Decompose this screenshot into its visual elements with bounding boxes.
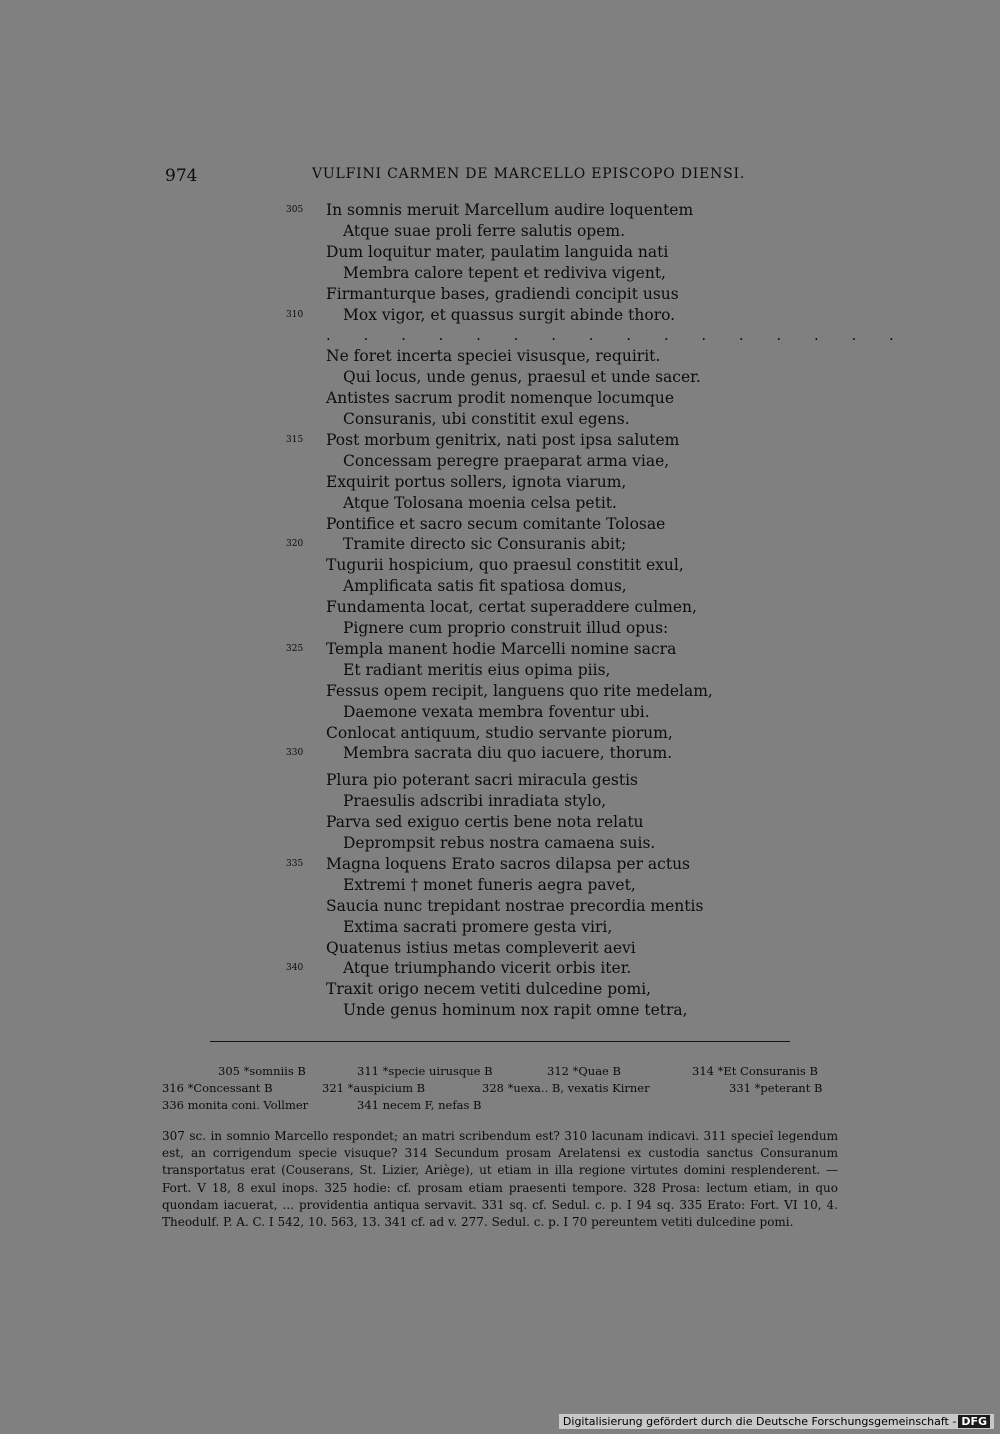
verse-text: Plura pio poterant sacri miracula gestis bbox=[326, 771, 638, 790]
verse-text: Post morbum genitrix, nati post ipsa salutem bbox=[326, 430, 680, 449]
commentary-notes bbox=[162, 1128, 838, 1231]
verse-text: Consuranis, ubi constitit exul egens. bbox=[343, 410, 630, 428]
verse-line bbox=[0, 958, 1000, 979]
apparatus-entry: 328 *uexa.. B, vexatis Kirner bbox=[482, 1081, 650, 1095]
verse-text: Membra sacrata diu quo iacuere, thorum. bbox=[343, 744, 673, 763]
footer-text: Digitalisierung gefördert durch die Deutsche Forschungsgemeinschaft - bbox=[562, 1415, 957, 1428]
verse-line bbox=[0, 472, 1000, 493]
verse-line bbox=[0, 791, 1000, 812]
apparatus-entry: 331 *peterant B bbox=[729, 1081, 823, 1095]
verse-text: Atque Tolosana moenia celsa petit. bbox=[343, 493, 617, 512]
verse-text: Membra calore tepent et rediviva vigent, bbox=[343, 263, 666, 282]
apparatus-entry: 336 monita coni. Vollmer bbox=[162, 1098, 309, 1112]
verse-line bbox=[0, 451, 1000, 472]
running-title: VULFINI CARMEN DE MARCELLO EPISCOPO DIENSI. bbox=[312, 166, 746, 182]
verse-line bbox=[0, 534, 1000, 555]
verse-line bbox=[0, 833, 1000, 854]
line-number: 340 bbox=[286, 963, 304, 974]
footer-credit bbox=[559, 1414, 994, 1429]
apparatus-entry: 311 *specie uirusque B bbox=[357, 1064, 493, 1078]
verse-text: Extremi † monet funeris aegra pavet, bbox=[343, 875, 636, 894]
verse-line bbox=[0, 681, 1000, 702]
verse-text: Dum loquitur mater, paulatim languida nati bbox=[326, 242, 669, 261]
lacuna-marker: . . . . . . . . . . . . . . . . bbox=[326, 326, 908, 344]
verse-text: Ne foret incerta speciei visusque, requirit. bbox=[326, 347, 661, 366]
verse-line bbox=[0, 875, 1000, 896]
verse-line bbox=[0, 284, 1000, 305]
verse-line bbox=[0, 723, 1000, 744]
verse-line bbox=[0, 305, 1000, 326]
verse-text: Unde genus hominum nox rapit omne tetra, bbox=[343, 1001, 688, 1020]
verse-text: Magna loquens Erato sacros dilapsa per actus bbox=[326, 854, 691, 873]
apparatus-entry: 312 *Quae B bbox=[547, 1064, 621, 1078]
verse-text: Tramite directo sic Consuranis abit; bbox=[343, 535, 627, 554]
verse-text: Pontifice et sacro secum comitante Tolosae bbox=[326, 514, 666, 533]
verse-text: Quatenus istius metas compleverit aevi bbox=[326, 938, 636, 957]
verse-line bbox=[0, 770, 1000, 791]
verse-line bbox=[0, 917, 1000, 938]
verse-text: Traxit origo necem vetiti dulcedine pomi, bbox=[326, 980, 652, 999]
verse-text: Amplificata satis fit spatiosa domus, bbox=[343, 577, 627, 596]
verse-text: Fessus opem recipit, languens quo rite medelam, bbox=[326, 681, 713, 700]
verse-line bbox=[0, 493, 1000, 514]
verse-text: Pignere cum proprio construit illud opus: bbox=[343, 619, 669, 637]
verse-line bbox=[0, 388, 1000, 409]
verse-line bbox=[0, 576, 1000, 597]
verse-text: Concessam peregre praeparat arma viae, bbox=[343, 451, 670, 470]
verse-line bbox=[0, 597, 1000, 618]
verse-line bbox=[0, 979, 1000, 1000]
verse-text: Antistes sacrum prodit nomenque locumque bbox=[326, 389, 675, 408]
verse-line bbox=[0, 854, 1000, 875]
verse-text: Tugurii hospicium, quo praesul constitit exul, bbox=[326, 556, 684, 575]
verse-line bbox=[0, 660, 1000, 681]
verse-text: Exquirit portus sollers, ignota viarum, bbox=[326, 472, 627, 491]
verse-text: Daemone vexata membra foventur ubi. bbox=[343, 702, 650, 721]
line-number: 315 bbox=[286, 434, 304, 445]
verse-text: Mox vigor, et quassus surgit abinde thoro. bbox=[343, 305, 676, 324]
verse-line bbox=[0, 430, 1000, 451]
verse-line bbox=[0, 263, 1000, 284]
verse-line bbox=[0, 346, 1000, 367]
verse-line bbox=[0, 1000, 1000, 1021]
verse-line bbox=[0, 367, 1000, 388]
verse-line bbox=[0, 812, 1000, 833]
verse-line bbox=[0, 938, 1000, 959]
verse-text: Templa manent hodie Marcelli nomine sacra bbox=[326, 639, 677, 658]
line-number: 320 bbox=[286, 539, 304, 550]
page-number: 974 bbox=[165, 166, 198, 186]
verse-text: Conlocat antiquum, studio servante piorum, bbox=[326, 723, 673, 742]
verse-line bbox=[0, 702, 1000, 723]
apparatus-entry: 316 *Concessant B bbox=[162, 1081, 273, 1095]
verse-line bbox=[0, 555, 1000, 576]
verse-line bbox=[0, 639, 1000, 660]
verse-line bbox=[0, 618, 1000, 639]
verse-text: Atque suae proli ferre salutis opem. bbox=[343, 221, 626, 240]
verse-line bbox=[0, 896, 1000, 917]
verse-text: Parva sed exiguo certis bene nota relatu bbox=[326, 813, 644, 832]
notes-text: 307 sc. in somnio Marcello respondet; an matri scribendum est? 310 lacunam indicavi. 311 specieî legendum est, an corrigendum specie visuque? 314 Secundum prosam Arelatensi ex custodia sanctus Consuranum transportatus erat (Couserans, St. Lizier, Ariège), ut etiam in illa regione virtutes domini resplenderent. — Fort. V 18, 8 exul inops. 325 hodie: cf. prosam etiam praesenti tempore. 328 Prosa: lectum etiam, in quo quondam iacuerat, ... providentia antiqua servavit. 331 sq. cf. Sedul. c. p. I 94 sq. 335 Erato: Fort. VI 10, 4. Theodulf. P. A. C. I 542, 10. 563, 13. 341 cf. ad v. 277. Sedul. c. p. I 70 pereuntem vetiti dulcedine pomi. bbox=[162, 1129, 838, 1230]
line-number: 325 bbox=[286, 643, 304, 654]
apparatus-entry: 321 *auspicium B bbox=[322, 1081, 426, 1095]
verse-line bbox=[0, 409, 1000, 430]
dfg-logo: DFG bbox=[958, 1415, 990, 1428]
verse-line bbox=[0, 200, 1000, 221]
verse-line bbox=[0, 514, 1000, 535]
verse-line bbox=[0, 743, 1000, 764]
verse-text: Fundamenta locat, certat superaddere culmen, bbox=[326, 598, 697, 617]
verse-line bbox=[0, 242, 1000, 263]
apparatus-entry: 341 necem F, nefas B bbox=[357, 1098, 482, 1112]
verse-text: Deprompsit rebus nostra camaena suis. bbox=[343, 834, 656, 852]
line-number: 310 bbox=[286, 309, 304, 320]
apparatus-entry: 305 *somniis B bbox=[218, 1064, 306, 1078]
verse-text: Atque triumphando vicerit orbis iter. bbox=[343, 959, 632, 978]
line-number: 335 bbox=[286, 858, 304, 869]
verse-text: Et radiant meritis eius opima piis, bbox=[343, 660, 611, 679]
line-number: 305 bbox=[286, 205, 304, 215]
apparatus-entry: 314 *Et Consuranis B bbox=[692, 1064, 818, 1078]
verse-text: Firmanturque bases, gradiendi concipit usus bbox=[326, 284, 679, 303]
footnote-rule bbox=[210, 1041, 790, 1042]
verse-text: Saucia nunc trepidant nostrae precordia mentis bbox=[326, 896, 704, 915]
verse-line bbox=[0, 221, 1000, 242]
verse-text: Extima sacrati promere gesta viri, bbox=[343, 917, 613, 936]
line-number: 330 bbox=[286, 748, 304, 759]
verse-text: Praesulis adscribi inradiata stylo, bbox=[343, 792, 607, 811]
verse-text: In somnis meruit Marcellum audire loquentem bbox=[326, 201, 694, 219]
verse-text: Qui locus, unde genus, praesul et unde sacer. bbox=[343, 368, 701, 387]
